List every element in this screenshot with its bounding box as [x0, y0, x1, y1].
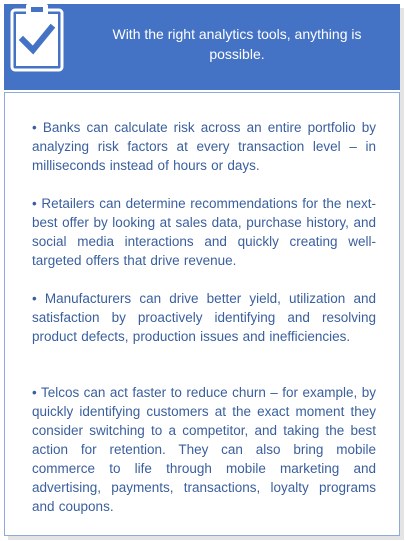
card-body [4, 92, 400, 536]
info-card [4, 4, 400, 536]
bullet-telcos: • Telcos can act faster to reduce churn – for example, by quickly identifying customers at the exact moment they consider switching to a competitor, and taking the best action for retention. They can also bring mobile commerce to life through mobile marketing and advertising, payments, transactions, loyalty programs and coupons. [32, 385, 376, 514]
header-title: With the right analytics tools, anything is possible. [112, 26, 362, 62]
bullet-manufacturers: • Manufacturers can drive better yield, utilization and satisfaction by proactively identifying and resolving product defects, production issues and inefficiencies. [32, 291, 376, 344]
clipboard-check-icon [6, 4, 68, 74]
bullet-retailers: • Retailers can determine recommendations for the next-best offer by looking at sales data, purchase history, and social media interactions and quickly creating well-targeted offers that drive revenue. [32, 196, 376, 268]
bullet-banks: • Banks can calculate risk across an entire portfolio by analyzing risk factors at every transaction level – in milliseconds instead of hours or days. [32, 120, 376, 173]
card-header [4, 4, 400, 90]
